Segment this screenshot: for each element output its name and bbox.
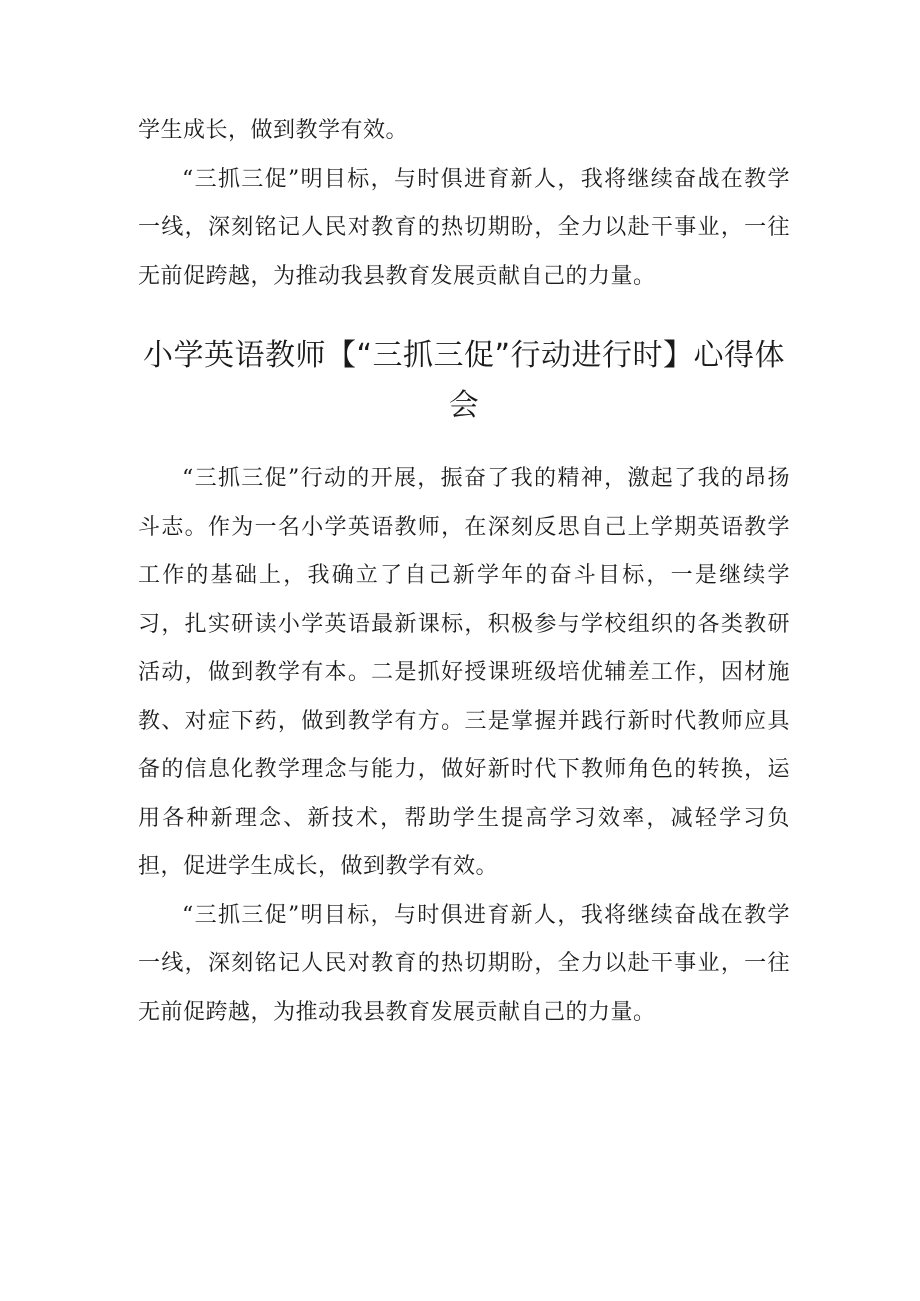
body-paragraph-2: “三抓三促”明目标，与时俱进育新人，我将继续奋战在教学一线，深刻铭记人民对教育的热切期盼，全力以赴干事业，一往无前促跨越，为推动我县教育发展贡献自己的力量。 [138,902,790,1025]
carryover-line: 学生成长，做到教学有效。 [138,118,409,143]
document-page [138,0,790,1037]
carryover-paragraph: “三抓三促”明目标，与时俱进育新人，我将继续奋战在教学一线，深刻铭记人民对教育的热切期盼，全力以赴干事业，一往无前促跨越，为推动我县教育发展贡献自己的力量。 [138,166,790,289]
section-title: 小学英语教师【“三抓三促”行动进行时】心得体会 [142,338,786,423]
body-paragraph-1: “三抓三促”行动的开展，振奋了我的精神，激起了我的昂扬斗志。作为一名小学英语教师，在深刻反思自己上学期英语教学工作的基础上，我确立了自己新学年的奋斗目标，一是继续学习，扎实研读小学英语最新课标，积极参与学校组织的各类教研活动，做到教学有本。二是抓好授课班级培优辅差工作，因材施教、对症下药，做到教学有方。三是掌握并践行新时代教师应具备的信息化教学理念与能力，做好新时代下教师角色的转换，运用各种新理念、新技术，帮助学生提高学习效率，减轻学习负担，促进学生成长，做到教学有效。 [138,466,790,879]
